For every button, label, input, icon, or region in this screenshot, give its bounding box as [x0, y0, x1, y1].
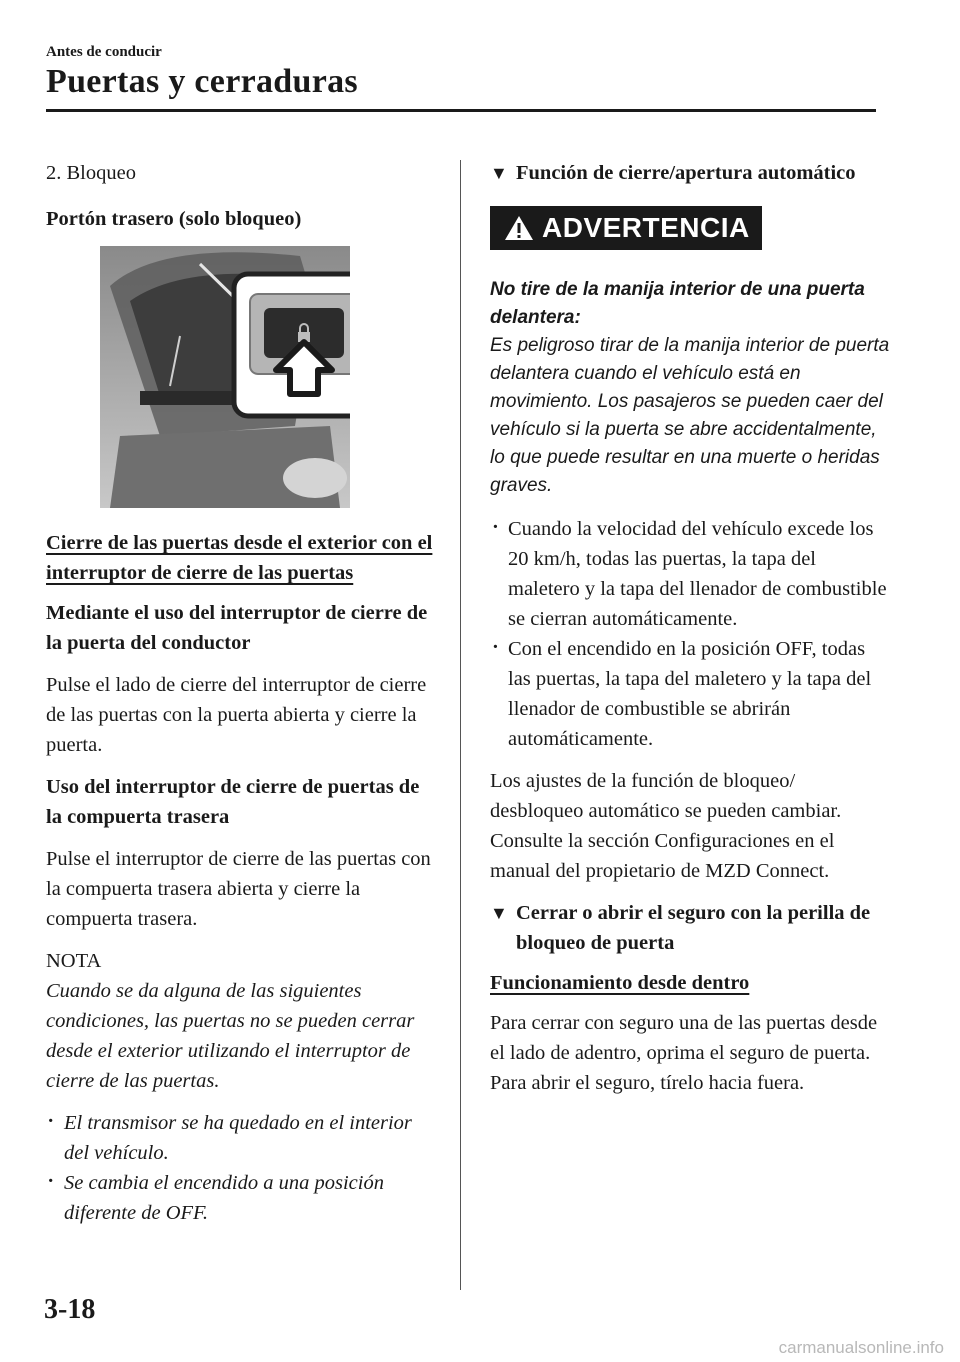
nota-label: NOTA: [46, 950, 102, 972]
tailgate-illustration: [100, 246, 350, 508]
tailgate-figure: [100, 246, 350, 508]
list-item: · Cuando la velocidad del vehículo excede los 20 km/h, todas las puertas, la tapa del maletero y la tapa del llenador de combustible se cierran automáticamente.: [490, 514, 890, 634]
left-column: [46, 158, 438, 1240]
nota-text: Cuando se da alguna de las siguientes condiciones, las puertas no se pueden cerrar desde el exterior utilizando el interruptor de cierre de las puertas.: [46, 980, 415, 1092]
page-header: [46, 44, 876, 101]
warning-label: ADVERTENCIA: [542, 212, 750, 243]
heading-exterior-lock: Cierre de las puertas desde el exterior con el interruptor de cierre de las puertas: [46, 532, 433, 584]
auto-lock-bullet-list: [490, 514, 890, 754]
warning-icon: [504, 215, 534, 241]
subheading-inside-operation: Funcionamiento desde dentro: [490, 972, 750, 994]
warning-text: [490, 276, 890, 500]
heading-auto-lock-text: Función de cierre/apertura automático: [516, 162, 856, 184]
list-item: · El transmisor se ha quedado en el interior del vehículo.: [46, 1108, 438, 1168]
paragraph-settings: Los ajustes de la función de bloqueo/ desbloqueo automático se pueden cambiar. Consulte la sección Configuraciones en el manual del propietario de MZD Connect.: [490, 770, 842, 882]
header-rule: [46, 109, 876, 112]
warning-banner: [490, 206, 762, 250]
triangle-down-icon: ▼: [490, 163, 508, 183]
list-item: · Con el encendido en la posición OFF, todas las puertas, la tapa del maletero y la tapa del llenador de combustible se abrirán automáticamente.: [490, 634, 890, 754]
section-small-title: Antes de conducir: [46, 44, 162, 60]
page-number: 3-18: [44, 1294, 96, 1325]
subheading-liftgate-switch: Uso del interruptor de cierre de puertas de la compuerta trasera: [46, 776, 420, 828]
heading-knob-lock: [490, 898, 890, 958]
step-text: 2. Bloqueo: [46, 162, 136, 184]
paragraph-liftgate-switch: Pulse el interruptor de cierre de las puertas con la compuerta trasera abierta y cierre la compuerta trasera.: [46, 848, 431, 930]
nota-bullet-list: [46, 1108, 438, 1228]
subheading-driver-switch: Mediante el uso del interruptor de cierre de la puerta del conductor: [46, 602, 428, 654]
heading-auto-lock: [490, 158, 890, 188]
heading-knob-lock-text: Cerrar o abrir el seguro con la perilla de bloqueo de puerta: [516, 902, 871, 954]
column-divider: [460, 160, 461, 1290]
paragraph-inside-unlock: Para abrir el seguro, tírelo hacia fuera.: [490, 1072, 805, 1094]
list-item: · Se cambia el encendido a una posición diferente de OFF.: [46, 1168, 438, 1228]
warning-body-text: Es peligroso tirar de la manija interior de puerta delantera cuando el vehículo está en movimiento. Los pasajeros se pueden caer del vehículo si la puerta se abre accidentalmente, lo que puede resultar en una muerte o heridas graves.: [490, 335, 890, 496]
warning-bold-text: No tire de la manija interior de una puerta delantera:: [490, 279, 865, 328]
section-title: Puertas y cerraduras: [46, 63, 358, 100]
right-column: [490, 158, 890, 1110]
figure-caption: Portón trasero (solo bloqueo): [46, 208, 302, 230]
paragraph-inside-lock: Para cerrar con seguro una de las puertas desde el lado de adentro, oprima el seguro de puerta.: [490, 1012, 878, 1064]
watermark: carmanualsonline.info: [778, 1338, 944, 1357]
triangle-down-icon: ▼: [490, 903, 508, 923]
paragraph-driver-switch: Pulse el lado de cierre del interruptor de cierre de las puertas con la puerta abierta y cierre la puerta.: [46, 674, 427, 756]
